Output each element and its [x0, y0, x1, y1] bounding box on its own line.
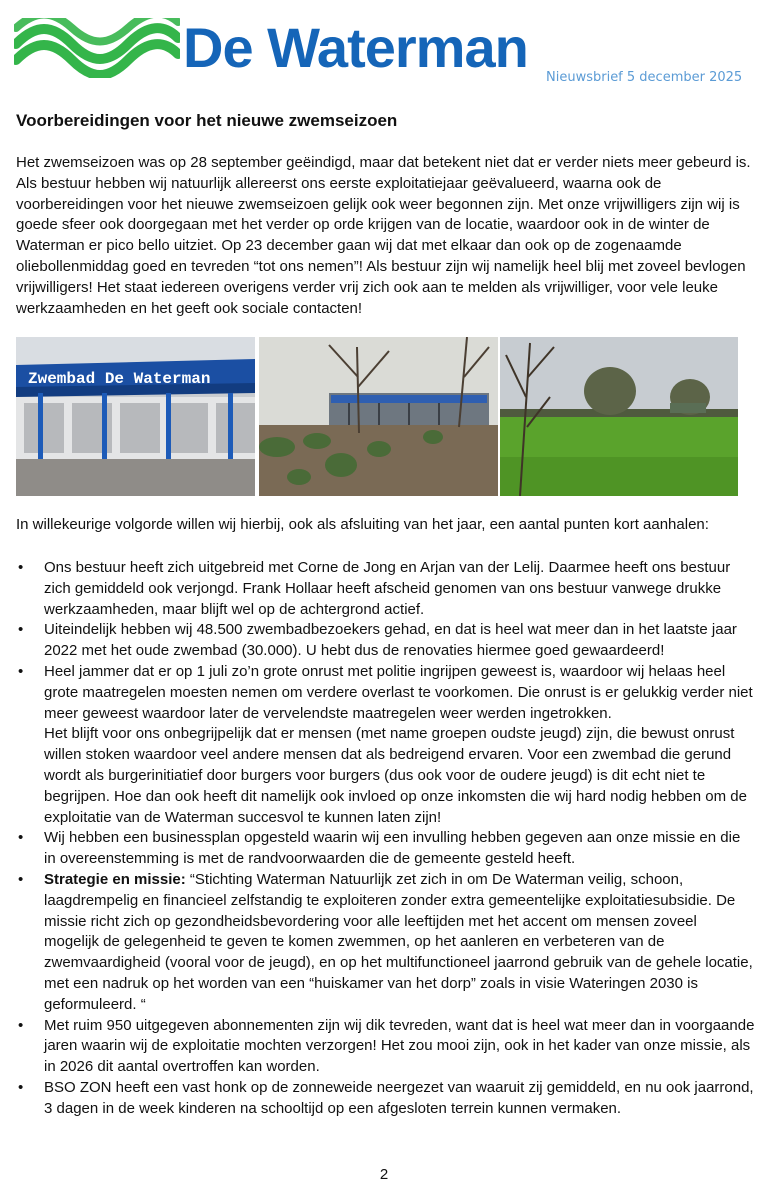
strategy-text: “Stichting Waterman Natuurlijk zet zich in om De Waterman veilig, schoon, laagdrempelig en financieel zelfstandig te exploiteren zonder extra gemeentelijke exploitatiesubsidie. De missie richt zich op gezondheidsbevordering voor alle leeftijden met het accent om mensen zoveel mogelijk de gelegenheid te geven te komen zwemmen, op het aanleren en verbeteren van de zwemvaardigheid (vooral voor de jeugd), en op het multifunctioneel jaarrond gebruik van de gehele locatie, met een nadruk op het worden van een “huiskamer van het dorp” zoals in visie Wateringen 2030 is geformuleerd. “: [44, 870, 753, 1013]
bullet-icon: •: [18, 621, 24, 639]
bullet-text: Heel jammer dat er op 1 juli zo’n grote onrust met politie ingrijpen geweest is, waardoor wij helaas heel grote maatregelen moesten nemen om verdere overlast te voorkomen. Die onrust is er gelukkig verder niet meer geweest waardoor later de vervelendste maatregelen weer werden ingetrokken.: [44, 662, 753, 722]
page-number: 2: [379, 1166, 389, 1183]
bullet-text: BSO ZON heeft een vast honk op de zonneweide neergezet van waaruit zij gemiddeld, en nu ook jaarrond, 3 dagen in de week kinderen na schooltijd op een afgesloten terrein kunnen vermaken.: [44, 1078, 754, 1117]
bullet-text: Wij hebben een businessplan opgesteld waarin wij een invulling hebben gegeven aan onze missie en die in overeenstemming is met de randvoorwaarden die de gemeente gesteld heeft.: [44, 829, 741, 868]
pool-entrance-photo: [16, 337, 255, 496]
list-item: [16, 662, 756, 828]
list-item: [16, 620, 756, 662]
strategy-heading: Strategie en missie:: [44, 870, 186, 888]
waves-logo-icon: [14, 18, 180, 78]
bullet-text: Uiteindelijk hebben wij 48.500 zwembadbezoekers gehad, en dat is heel wat meer dan in het laatste jaar 2022 met het oude zwembad (30.000). U hebt dus de renovaties hiermee goed gewaardeerd!: [44, 621, 737, 660]
bullet-icon: •: [18, 829, 24, 847]
news-bullet-list: [16, 558, 756, 1120]
list-item: [16, 870, 756, 1016]
newsletter-header: [0, 0, 768, 100]
pool-sign-text: Zwembad De Waterman: [28, 370, 211, 388]
bullet-text-continued: Het blijft voor ons onbegrijpelijk dat er mensen (met name groepen oudste jeugd) zijn, die bewust onrust willen stoken waardoor veel andere mensen dat als bedreigend ervaren. Voor een zwembad die gerund wordt als burgerinitiatief door burgers voor burgers (dus ook voor de oudere jeugd) is dit echt niet te begrijpen. Hoe dan ook heeft dit namelijk ook invloed op onze inkomsten die wij hard nodig hebben om de exploitatie van de Waterman succesvol te kunnen laten zijn!: [44, 725, 747, 826]
list-item: [16, 828, 756, 870]
list-lead-sentence: In willekeurige volgorde willen wij hierbij, ook als afsluiting van het jaar, een aantal punten kort aanhalen:: [16, 516, 709, 533]
logo-wordmark: De Waterman: [183, 16, 528, 79]
sun-meadow-photo: [500, 337, 738, 496]
list-item: [16, 558, 756, 620]
bullet-icon: •: [18, 662, 24, 680]
bullet-icon: •: [18, 1078, 24, 1096]
bullet-text: [44, 870, 756, 1016]
intro-paragraph: Het zwemseizoen was op 28 september geëindigd, maar dat betekent niet dat er verder niets meer gebeurd is. Als bestuur hebben wij natuurlijk allereerst ons eerste exploitatiejaar geëvalueerd, waarna ook de voorbereidingen voor het nieuwe zwemseizoen gelijk ook weer begonnen zijn. Met onze vrijwilligers zijn wij is goede sfeer ook doorgegaan met het verder op orde krijgen van de locatie, waardoor ook in de winter de Waterman er pico bello uitziet. Op 23 december gaan wij dat met elkaar dan ook op de zogenaamde oliebollenmiddag goed en tevreden “tot ons nemen”! Als bestuur zijn wij namelijk heel blij met zoveel bevlogen vrijwilligers! Het staat iedereen overigens verder vrij zich ook aan te melden als vrijwilliger, voor vele leuke werkzaamheden en het geeft ook sociale contacten!: [16, 154, 751, 317]
list-item: [16, 1078, 756, 1120]
bullet-icon: •: [18, 559, 24, 576]
issue-date: Nieuwsbrief 5 december 2025: [546, 70, 743, 85]
bullet-icon: •: [18, 870, 24, 888]
bullet-text: Ons bestuur heeft zich uitgebreid met Corne de Jong en Arjan van der Lelij. Daarmee heeft ons bestuur zich gemiddeld ook verjongd. Frank Hollaar heeft afscheid genomen van ons bestuur vanwege drukke werkzaamheden, maar blijft wel op de achtergrond actief.: [44, 559, 731, 618]
list-item: [16, 1016, 756, 1078]
bullet-icon: •: [18, 1016, 24, 1034]
pool-garden-photo: [259, 337, 498, 496]
article-title: Voorbereidingen voor het nieuwe zwemseizoen: [16, 111, 398, 130]
bullet-text: Met ruim 950 uitgegeven abonnementen zijn wij dik tevreden, want dat is heel wat meer dan in voorgaande jaren waarin wij de exploitatie mochten verzorgen! Het zou mooi zijn, ook in het kader van onze missie, als in 2026 dit aantal overtroffen kan worden.: [44, 1016, 755, 1076]
